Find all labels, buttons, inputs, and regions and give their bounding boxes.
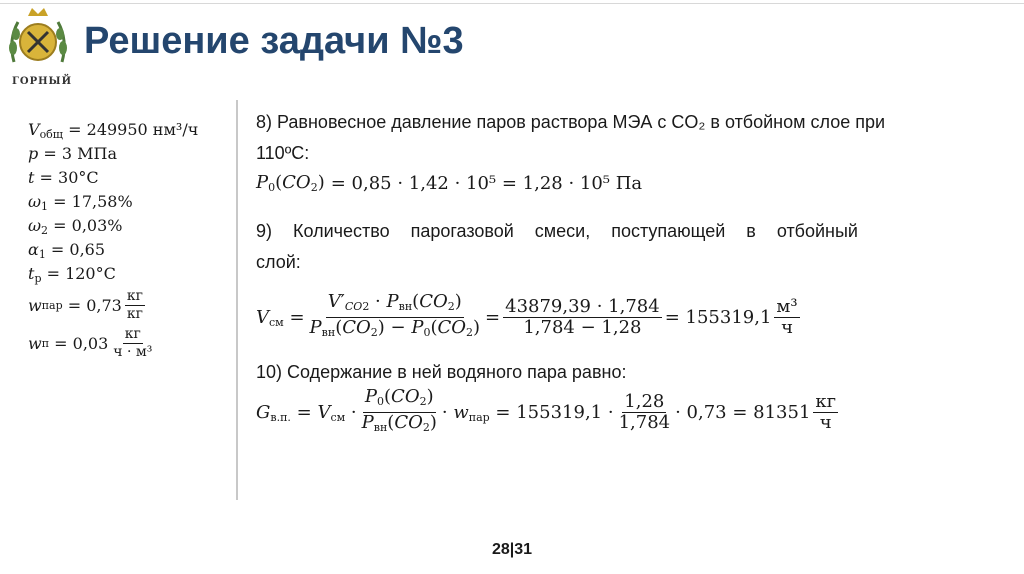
university-logo	[4, 4, 72, 88]
page-title: Решение задачи №3	[84, 20, 464, 62]
given-v-total: $V_{общ} = 249950$ нм³/ч	[28, 120, 199, 141]
formula-fraction: $\frac{V'_{CO2} \cdot P_{вн}(CO_2)}{P_{вн}(CO_2) - P_0(CO_2)}$	[309, 291, 481, 339]
formula-fraction: $\frac{P_0(CO_2)}{P_{вн}(CO_2)}$	[361, 386, 437, 434]
given-omega2: $\omega_2 = 0,03\%$	[28, 216, 123, 237]
formula-fraction: $\frac{1,28}{1,784}$	[618, 391, 671, 433]
crest-icon	[4, 4, 72, 76]
unit-fraction: $\frac{кг}{кг}$	[126, 287, 143, 322]
given-alpha1: $\alpha_1 = 0,65$	[28, 240, 106, 261]
step10-text: 10) Содержание в ней водяного пара равно:	[256, 362, 627, 382]
given-omega1: $\omega_1 = 17,58\%$	[28, 192, 133, 213]
unit-fraction: $\frac{\text{м³}}{ч}$	[776, 296, 798, 338]
given-w-p: w п = 0,03 $\frac{кг}{\text{ч · м³}}$	[28, 325, 153, 360]
logo-caption: ГОРНЫЙ	[11, 76, 73, 87]
step9-text: 9) Количество парогазовой смеси, поступающей в отбойный	[256, 221, 858, 241]
step9-formula: $V_{см}$ = $\frac{V'_{CO2} \cdot P_{вн}(CO_2)}{P_{вн}(CO_2) - P_0(CO_2)}$ = $\frac{43879,39 \cdot 1,784}{1,784 - 1,28}$ = 155319,1 $\frac{\text{м³}}{ч}$	[256, 293, 803, 342]
given-pressure: p = 3 МПа	[28, 144, 117, 163]
given-data	[28, 118, 228, 362]
page-number: 28|31	[491, 541, 533, 558]
unit-fraction: $\frac{кг}{\text{ч · м³}}$	[113, 325, 153, 360]
given-w-par: w пар = 0,73 $\frac{кг}{кг}$	[28, 287, 143, 322]
step8-formula: $P_0(CO_2)$ = 0,85 · 1,42 · 10⁵ = 1,28 · 10⁵ Па	[256, 172, 643, 194]
top-rule	[0, 3, 1024, 4]
given-tp: $t_р = 120^\circ С$	[28, 264, 116, 285]
column-divider	[236, 100, 238, 500]
step10-formula: $G_{в.п.} = V_{см}$ · $\frac{P_0(CO_2)}{P_{вн}(CO_2)}$ · $w_{пар}$ = 155319,1 · $\frac{1,28}{1,784}$ · 0,73 = 81351 $\frac{кг}{ч}$	[256, 388, 841, 437]
step8-text-cont: 110ºC:	[256, 143, 310, 163]
unit-fraction: $\frac{кг}{ч}$	[815, 391, 837, 433]
step9-text-cont: слой:	[256, 252, 301, 272]
given-temperature: t = 30°С	[28, 168, 99, 187]
formula-fraction: $\frac{43879,39 \cdot 1,784}{1,784 - 1,28}$	[505, 296, 660, 338]
step8-text: 8) Равновесное давление паров раствора МЭА с CO₂ в отбойном слое при	[256, 112, 886, 132]
